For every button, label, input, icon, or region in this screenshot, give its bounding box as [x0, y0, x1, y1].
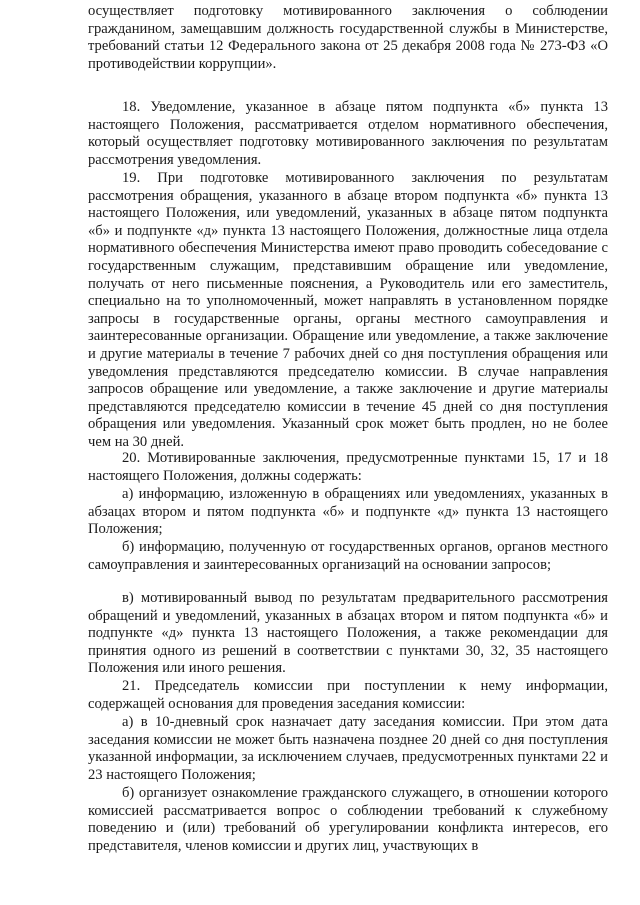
paragraph-20c: в) мотивированный вывод по результатам предварительного рассмотрения обращений и уведомлений, указанных в абзацах втором и пятом подпункта «б» и подпункте «д» пункта 13 настоящего Положения, а также рекомендации для принятия одного из решений в соответствии с пунктами 30, 32, 35 настоящего Положения или иного решения. — [88, 590, 608, 677]
paragraph-18: 18. Уведомление, указанное в абзаце пятом подпункта «б» пункта 13 настоящего Положения, рассматривается отделом нормативного обеспечения, который осуществляет подготовку мотивированного заключения по результатам рассмотрения уведомления. — [88, 99, 608, 168]
paragraph-20b: б) информацию, полученную от государственных органов, органов местного самоуправления и заинтересованных организаций на основании запросов; — [88, 539, 608, 573]
paragraph-21b: б) организует ознакомление гражданского служащего, в отношении которого комиссией рассматривается вопрос о соблюдении требований к служебному поведению и (или) требований об урегулировании конфликта интересов, его представителя, членов комиссии и других лиц, участвующих в — [88, 785, 608, 854]
paragraph-20a: а) информацию, изложенную в обращениях или уведомлениях, указанных в абзацах втором и пятом подпункта «б» и подпункте «д» пункта 13 настоящего Положения; — [88, 486, 608, 538]
paragraph-21a: а) в 10-дневный срок назначает дату заседания комиссии. При этом дата заседания комиссии не может быть назначена позднее 20 дней со дня поступления указанной информации, за исключением случаев, предусмотренных пунктами 22 и 23 настоящего Положения; — [88, 714, 608, 783]
paragraph-19: 19. При подготовке мотивированного заключения по результатам рассмотрения обращения, указанного в абзаце втором подпункта «б» пункта 13 настоящего Положения, или уведомлений, указанных в абзаце пятом подпункта «б» и подпункте «д» пункта 13 настоящего Положения, должностные лица отдела нормативного обеспечения Министерства имеют право проводить собеседование с государственным служащим, представившим обращение или уведомление, получать от него письменные пояснения, а Руководитель или его заместитель, специально на то уполномоченный, может направлять в установленном порядке запросы в государственные органы, органы местного самоуправления и заинтересованные организации. Обращение или уведомление, а также заключение и другие материалы в течение 7 рабочих дней со дня поступления обращения или уведомления представляются председателю комиссии. В случае направления запросов обращение или уведомление, а также заключение и другие материалы представляются председателю комиссии в течение 45 дней со дня поступления обращения или уведомления. Указанный срок может быть продлен, но не более чем на 30 дней. — [88, 170, 608, 450]
paragraph-1: осуществляет подготовку мотивированного заключения о соблюдении гражданином, замещавшим должность государственной службы в Министерстве, требований статьи 12 Федерального закона от 25 декабря 2008 года № 273-ФЗ «О противодействии коррупции». — [88, 3, 608, 72]
paragraph-21: 21. Председатель комиссии при поступлении к нему информации, содержащей основания для проведения заседания комиссии: — [88, 678, 608, 712]
paragraph-20: 20. Мотивированные заключения, предусмотренные пунктами 15, 17 и 18 настоящего Положения, должны содержать: — [88, 450, 608, 484]
